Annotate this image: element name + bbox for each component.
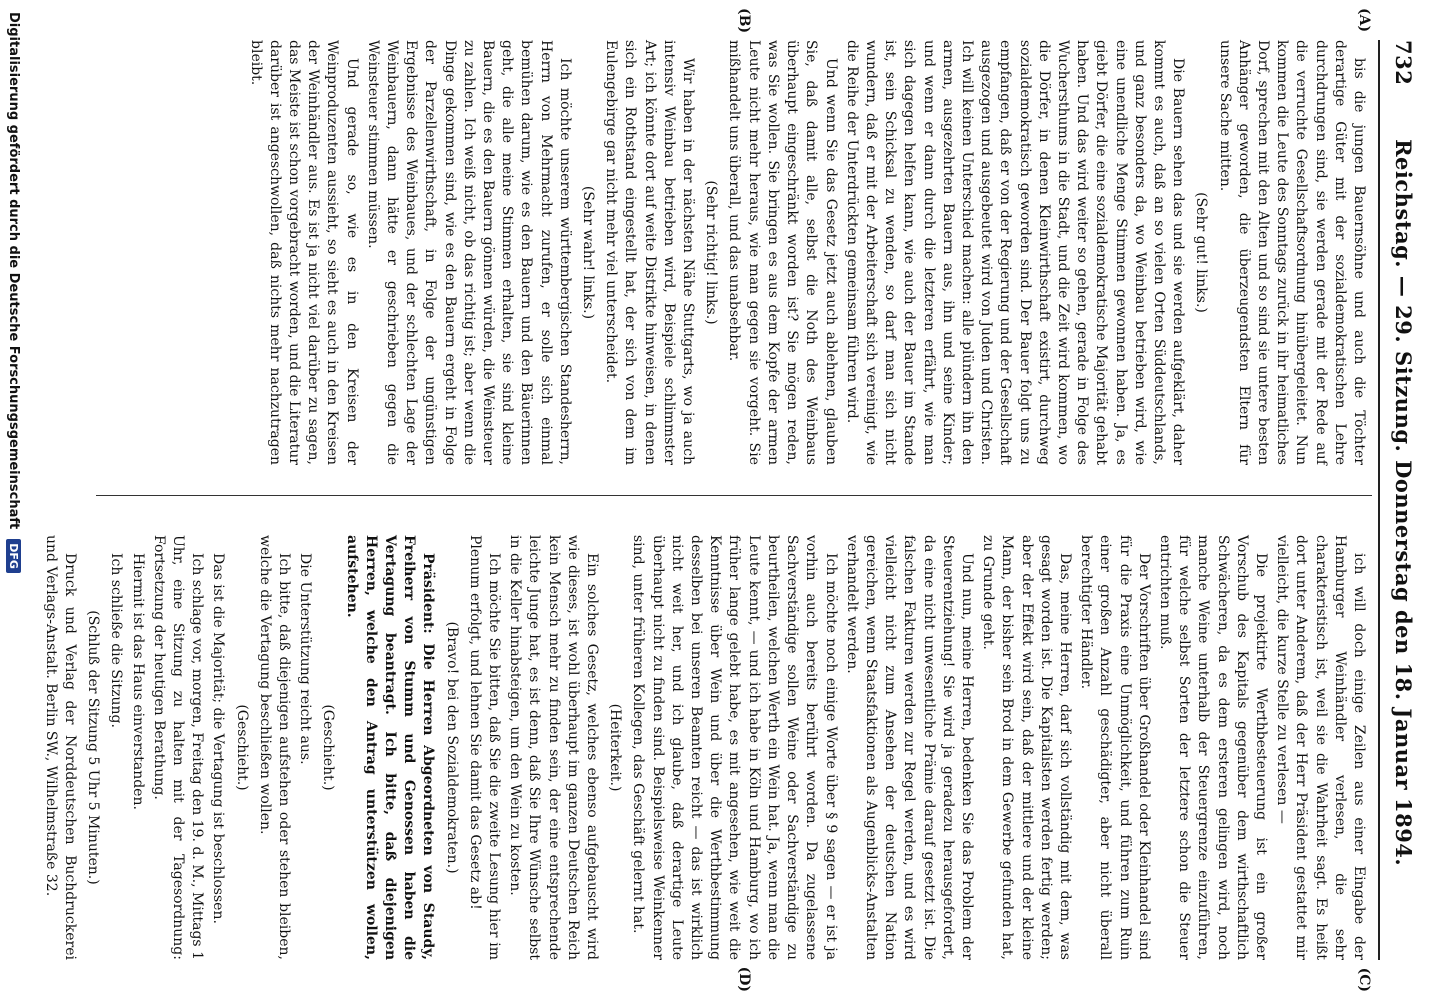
dfg-logo: DFG	[7, 539, 22, 573]
page-number: 732	[1391, 40, 1417, 86]
paragraph: Ein solches Gesetz, welches ebenso aufgebauscht wird wie dieses, ist wohl überhaupt im ganzen Deutschen Reich kein Mensch mehr zu finden sein, der eine entsprechende leichte Junge hat, es ist denn, daß Sie Ihre Wünsche selbst in die Keller hinabsteigen, um den Wein zu kosten.	[507, 535, 601, 960]
paragraph: Ich bitte, daß diejenigen aufstehen oder stehen bleiben, welche die Vertagung beschließen wollen.	[256, 535, 293, 960]
paragraph: Druck und Verlag der Norddeutschen Buchdruckerei und Verlags-Anstalt. Berlin SW., Wilhelmstraße 32.	[42, 535, 78, 960]
paragraph: (Heiterkeit.)	[607, 703, 624, 792]
paragraph: Präsident: Die Herren Abgeordneten von Staudy, Freiherr von Stumm und Genossen haben die Vertagung beantragt. Ich bitte, daß diejenigen Herren, welche den Antrag unterstützen wollen, aufstehen.	[343, 535, 437, 960]
paragraph: ich will doch einige Zeilen aus einer Eingabe der Hamburger Weinhändler verlesen, die sehr charakteristisch ist, weil sie die Wahrheit sagt. Es heißt dort unter Anderem, daß der Herr Präsident gestattet mir vielleicht, die kurze Stelle zu verlesen —	[1274, 535, 1367, 960]
paragraph: bis die jungen Bauernsöhne und auch die Töchter derartige Güter mit der sozialdemokratischen Lehre durchdrungen sind, sie werden gerade mit der Rede auf die verruchte Gesellschaftsordnung hinübergeleitet. Nun kommen die Leute des Sonntags zurück in ihr heimatliches Dorf, sprechen mit den Alten und so sind sie untere besten Anhänger geworden, die überzeugendsten Eltern für unsere Sache mitten.	[1216, 40, 1367, 465]
paragraph: Ich möchte noch einige Worte über § 9 sagen — er ist ja vorhin auch bereits berührt worden. Da zugelassene Sachverständige sollen Weine oder Sachverständige zu beurtheilen, welchen Werth ein Wein hat. Ja, wenn man die Leute kennt, — und ich habe in Köln und Hamburg, wo ich früher lange gelebt habe, es mit angesehen, wie weit die Kenntnisse über Wein und über die Werthbestimmung desselben bei unseren Beamten reicht — das ist wirklich nicht weit her, und ich glaube, daß derartige Leute überhaupt nicht zu finden sind. Beispielsweise Weinkenner sind, unter früheren Kollegen, das Geschäft gelernt hat.	[630, 535, 839, 960]
margin-marker-d: (D)	[736, 966, 752, 992]
paragraph: Das ist die Majorität; die Vertagung ist beschlossen.	[210, 553, 227, 924]
left-column	[96, 40, 1368, 465]
paragraph: (Geschieht.)	[320, 704, 337, 791]
column-divider	[96, 495, 1372, 496]
page-header	[1384, 40, 1424, 960]
paragraph: Ich schließe die Sitzung.	[108, 553, 125, 728]
paragraph: Der Vorschriften über Großhandel oder Kleinhandel sind für die Praxis eine Unmöglichkeit, und führen zum Ruin einer großen Anzahl geschädigter, aber nicht überall berechtigter Händler.	[1078, 535, 1152, 960]
paragraph: (Sehr richtig! links.)	[703, 180, 720, 325]
paragraph: Die projektirte Werthbesteuerung ist ein großer Vorschub des Kapitals gegenüber dem wirthschaftlich Schwächeren, da es dem ersteren gelingen wird, noch manche Weine unterhalb der Steuergrenze einzuführen, für welche selbst Sorten der letztere schon die Steuer entrichten muß.	[1156, 535, 1269, 960]
margin-marker-b: (B)	[736, 8, 752, 34]
paragraph: Und nun, meine Herren, bedenken Sie das Problem der Steuerentziehung! Sie wird ja geradezu herausgefordert, da eine nicht unwesentliche Prämie darauf gesetzt ist. Die falschen Fakturen werden zur Regel werden, und es wird vielleicht nicht zum Ansehen der deutschen Nation gereichen, wenn Staatsfaktionen als Augenblicks-Anstalten verhandelt werden.	[843, 535, 975, 960]
paragraph: (Sehr gut! links.)	[1193, 192, 1210, 313]
paragraph: (Sehr wahr! links.)	[580, 185, 597, 320]
paragraph: Die Bauern sehen das und sie werden aufgeklärt, daher kommt es auch, daß an so vielen Orten Süddeutschlands, und ganz besonders da, wo Weinbau betrieben wird, wie eine unendliche Menge Stimmen gewonnen haben. Ja, es giebt Dörfer, die eine sozialdemokratische Majorität gehabt haben. Und das wird weiter so gehen, gerade in Folge des Wuchersthums in die Stadt, und die Zeit wird kommen, wo die Dörfer, in denen Kleinwirthschaft existirt, durchweg sozialdemokratisch geworden sind. Der Bauer folgt uns zu empfangen, daß er von der Regierung und der Gesellschaft ausgezogen und ausgebeutet wird von Juden und Christen. Ich will keinen Unterschied machen: alle plündern ihn den armen, ausgezehrten Bauern aus, ihn und seine Kinder; und wenn er dann durch die letzteren erfährt, wie man sich dagegen helfen kann, wie auch der Bauer im Stande ist, sein Schicksal zu wenden, so darf man sich nicht wundern, daß er mit der Arbeiterschaft sich vereinigt, wie die Reihe der Unterdrückten gemeinsam führen wird.	[843, 40, 1187, 465]
paragraph: (Schluß der Sitzung 5 Uhr 5 Minuten.)	[85, 610, 102, 885]
paragraph: Ich möchte Sie bitten, daß Sie die zweite Lesung hier im Plenum erfolgt, und lehnen Sie damit das Gesetz ab!	[466, 535, 503, 960]
paragraph: Das, meine Herren, darf sich vollständig mit dem, was gesagt worden ist. Die Kapitalisten werden fertig werden; aber der Effekt wird sein, daß der mittlere und der kleine Mann, der bisher sein Brod in dem Gewerbe gefunden hat, zu Grunde geht.	[980, 535, 1073, 960]
page-title: Reichstag. — 29. Sitzung. Donnerstag den 18. Januar 1894.	[1391, 139, 1417, 867]
credit-text: Digitalisierung gefördert durch die Deutsche Forschungsgemeinschaft	[6, 12, 22, 530]
paragraph: Hiermit ist das Haus einverstanden.	[129, 553, 146, 810]
margin-marker-c: (C)	[1356, 967, 1372, 992]
paragraph: (Geschieht.)	[233, 704, 250, 791]
paragraph: (Bravo! bei den Sozialdemokraten.)	[443, 621, 460, 874]
paragraph: Die Unterstützung reicht aus.	[297, 553, 314, 765]
header-rule	[1378, 40, 1380, 960]
right-column	[42, 535, 1368, 960]
digitization-credit	[0, 0, 28, 1000]
paragraph: Wir haben in der nächsten Nähe Stuttgarts, wo ja auch intensiv Weinbau betrieben wird, Beispiele schlimmster Art; ich könnte dort auf weite Distrikte hinweisen, in denen sich ein Rothstand eingestellt hat, der sich von dem im Eulengebirge gar nicht mehr viel unterscheidet.	[603, 40, 697, 465]
paragraph: Ich schlage vor, morgen, Freitag den 19. d. M., Mittags 1 Uhr, eine Sitzung zu halten mit der Tagesordnung: Fortsetzung der heutigen Berathung.	[150, 535, 206, 960]
paragraph: Und wenn Sie das Gesetz jetzt auch ablehnen, glauben Sie, daß damit alle, selbst die Noth des Weinbaus überhaupt eingeschränkt worden ist? Sie mögen reden, was Sie wollen. Sie bringen es aus dem Kopfe der armen Leute nicht mehr heraus, wie man gegen sie vorgeht. Sie mißhandelt uns überall, und das unabsehbar.	[726, 40, 839, 465]
margin-marker-a: (A)	[1356, 8, 1372, 33]
paragraph: Ich möchte unserem württembergischen Standesherrn, Herrn von Mehrmacht zurufen, er solle sich einmal bemühen darum, wie es den Bauern und den Bäuerinnen geht, die alle meine Stimmen erhalten, sie sind kleine Bauern, die es den Bauern gönnen würden, die Weinsteuer zu zahlen. Ich weiß nicht, ob das richtig ist; aber wenn die Dinge gekommen sind, wie es den Bauern ergeht in Folge der Parzellenwirthschaft, in Folge der ungünstigen Ergebnisse des Weinbaues, und der schlechten Lage der Weinbauern, dann hätte er geschrieben gegen die Weinsteuer stimmen müssen.	[364, 40, 573, 465]
paragraph: Und gerade so, wie es in den Kreisen der Weinproduzenten aussieht, so sieht es auch in den Kreisen der Weinhändler aus. Es ist ja nicht viel darüber zu sagen, das Meiste ist schon vorgebracht worden, und die Literatur darüber ist angeschwollen, daß nichts mehr nachzutragen bleibt.	[247, 40, 360, 465]
